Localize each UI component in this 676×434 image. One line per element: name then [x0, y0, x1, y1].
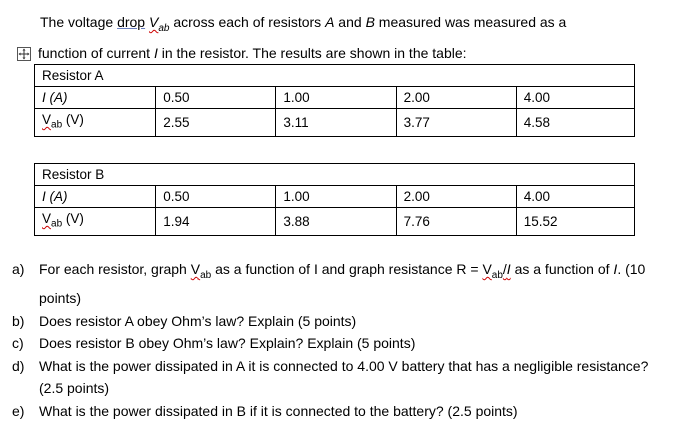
voltage-value: 15.52	[516, 208, 634, 236]
question-text: Does resistor B obey Ohm’s law? Explain? Explain (5 points)	[39, 335, 416, 352]
question-text: . (10 points)	[39, 261, 646, 307]
intro-text: The voltage	[40, 14, 118, 30]
vab-sub: ab	[51, 119, 63, 131]
table-title-cell	[35, 65, 635, 87]
question-marker: d)	[12, 357, 25, 374]
voltage-value: 4.58	[516, 109, 634, 137]
intro-line-2	[38, 41, 660, 66]
vab-v: V	[42, 112, 52, 127]
intro-text: measured was measured as a	[374, 14, 567, 30]
voltage-value: 3.77	[396, 109, 516, 137]
voltage-unit: (V)	[62, 112, 84, 127]
voltage-value: 3.88	[276, 208, 396, 236]
vab-over-i	[482, 261, 511, 281]
intro-v: V	[148, 14, 159, 30]
vab-sub: ab	[491, 269, 503, 281]
table-a-title: Resistor A	[42, 68, 104, 83]
intro-text: function of current	[38, 44, 154, 61]
intro-v-sub: ab	[158, 22, 170, 34]
current-value: 4.00	[516, 87, 634, 109]
voltage-label-cell	[35, 109, 156, 137]
table-title-cell	[35, 164, 635, 186]
vab-symbol	[190, 261, 212, 281]
table-move-handle-icon[interactable]	[17, 47, 31, 61]
current-label-cell: I (A)	[35, 87, 156, 109]
resistor-a-table	[34, 64, 635, 137]
intro-text: in the resistor. The results are shown in the table:	[157, 44, 467, 61]
question-text: For each resistor, graph	[39, 261, 191, 277]
vab-v: V	[482, 261, 492, 277]
voltage-unit: (V)	[62, 211, 84, 226]
voltage-value: 1.94	[156, 208, 276, 236]
question-text: What is the power dissipated in A it is connected to 4.00 V battery that has a negligible resistance? (2.5 points)	[39, 357, 649, 397]
vab-sub: ab	[200, 269, 212, 281]
voltage-value: 7.76	[396, 208, 516, 236]
intro-text: and	[334, 14, 366, 30]
question-item	[0, 310, 660, 333]
question-item	[0, 258, 660, 310]
current-label-cell: I (A)	[35, 186, 156, 208]
question-item	[0, 355, 660, 400]
intro-resistor-b: B	[365, 14, 375, 30]
question-text: as a function of I and graph resistance R =	[211, 261, 483, 277]
question-item	[0, 332, 660, 355]
vab-v: V	[42, 211, 52, 226]
question-text: Does resistor A obey Ohm’s law? Explain (5 points)	[39, 312, 357, 329]
intro-text: across each of resistors	[169, 14, 326, 30]
current-value: 0.50	[156, 87, 276, 109]
vab-symbol	[42, 211, 63, 230]
voltage-value: 3.11	[276, 109, 396, 137]
question-marker: c)	[12, 335, 24, 352]
slash: /	[502, 261, 507, 277]
question-marker: b)	[12, 312, 25, 329]
current-symbol: I	[613, 261, 618, 277]
question-text: What is the power dissipated in B if it is connected to the battery? (2.5 points)	[39, 402, 518, 419]
intro-drop-word: drop	[117, 14, 146, 30]
vab-v: V	[190, 261, 201, 277]
current-symbol: I	[506, 261, 511, 277]
question-item	[0, 400, 660, 423]
voltage-label-cell	[35, 208, 156, 236]
current-value: 1.00	[276, 87, 396, 109]
current-value: 2.00	[396, 87, 516, 109]
vab-symbol	[42, 112, 63, 131]
table-b-title: Resistor B	[42, 167, 105, 182]
current-value: 1.00	[276, 186, 396, 208]
voltage-value: 2.55	[156, 109, 276, 137]
resistor-b-table	[34, 163, 635, 236]
intro-resistor-a: A	[325, 14, 335, 30]
question-list	[0, 258, 660, 422]
intro-current-symbol: I	[153, 44, 158, 61]
vab-sub: ab	[51, 218, 63, 230]
intro-paragraph	[40, 10, 660, 66]
intro-line-1	[40, 10, 660, 41]
current-value: 4.00	[516, 186, 634, 208]
question-text: as a function of	[510, 261, 614, 277]
question-marker: a)	[12, 261, 25, 277]
intro-vab	[148, 14, 170, 34]
question-marker: e)	[12, 402, 25, 419]
current-value: 0.50	[156, 186, 276, 208]
current-value: 2.00	[396, 186, 516, 208]
